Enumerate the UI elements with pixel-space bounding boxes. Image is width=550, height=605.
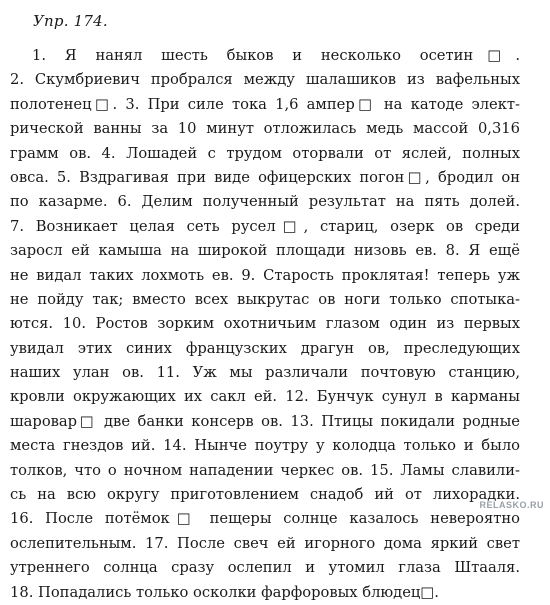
watermark: RELASKO.RU [479, 500, 544, 510]
text-line: 7. Возникает целая сеть русел□, стариц, озерк ов среди [10, 217, 520, 235]
text-line: не видал таких лохмоть ев. 9. Старость проклятая! теперь уж [10, 266, 520, 284]
text-line: утреннего солнца сразу ослепил и утомил глаза Штааля. [10, 559, 520, 577]
text-line: по казарме. 6. Делим полученный результат на пять долей. [10, 193, 520, 211]
text-line: 16. После потёмок□ пещеры солнце казалось невероятно [10, 510, 520, 528]
text-line: толков, что о ночном нападении черкес ов. 15. Ламы славили- [10, 461, 520, 479]
text-line: наших улан ов. 11. Уж мы различали почтовую станцию, [10, 364, 520, 382]
text-line: 1. Я нанял шесть быков и несколько осетин□. [32, 47, 520, 64]
text-line: полотенец□. 3. При силе тока 1,6 ампер□ на катоде элект- [10, 95, 520, 113]
text-line: увидал этих синих французских драгун ов, преследующих [10, 339, 520, 357]
text-line: не пойду так; вместо всех выкрутас ов ноги только спотыка- [10, 290, 520, 308]
exercise-text [10, 44, 520, 605]
exercise-title: Упр. 174. [33, 12, 108, 30]
text-line: 18. Попадались только осколки фарфоровых блюдец□. [10, 583, 439, 601]
text-line: сь на всю округу приготовлением снадоб ий от лихорадки. [10, 486, 520, 504]
text-line: грамм ов. 4. Лошадей с трудом оторвали от яслей, полных [10, 144, 520, 162]
text-line: кровли окружающих их сакл ей. 12. Бунчук сунул в карманы [10, 388, 520, 406]
text-line: овса. 5. Вздрагивая при виде офицерских погон□, бродил он [10, 168, 520, 186]
text-line: места гнездов ий. 14. Нынче поутру у колодца только и было [10, 437, 520, 455]
text-line: рической ванны за 10 минут отложилась медь массой 0,316 [10, 120, 520, 138]
text-line: заросл ей камыша на широкой площади низовь ев. 8. Я ещё [10, 242, 520, 260]
text-line: ются. 10. Ростов зорким охотничьим глазом один из первых [10, 315, 520, 333]
text-line: ослепительным. 17. После свеч ей игорного дома яркий свет [10, 534, 520, 552]
text-line: 2. Скумбриевич пробрался между шалашиков из вафельных [10, 71, 520, 89]
text-line: шаровар□ две банки консерв ов. 13. Птицы покидали родные [10, 412, 520, 430]
